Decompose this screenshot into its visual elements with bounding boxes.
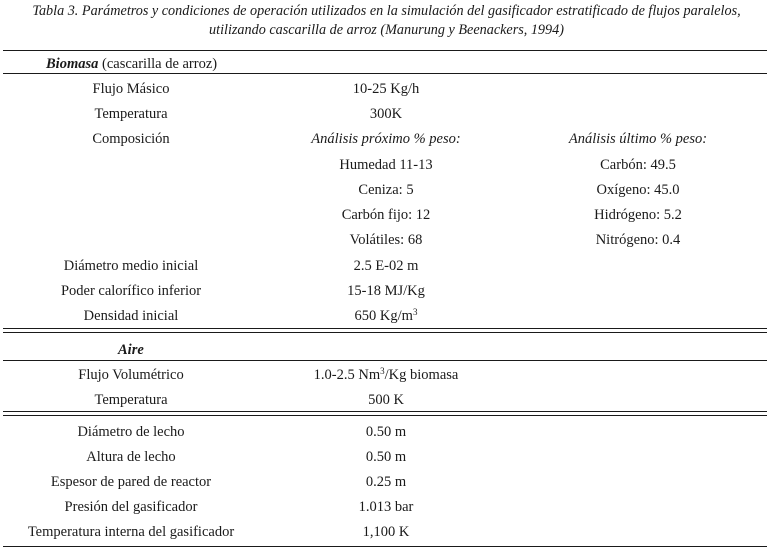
- aire-temperatura-value: 500 K: [368, 392, 404, 408]
- caption-line-2: utilizando cascarilla de arroz (Manurung y Beenackers, 1994): [209, 22, 564, 38]
- espesor-pared-value: 0.25 m: [365, 474, 407, 490]
- poder-label: Poder calorífico inferior: [60, 283, 202, 299]
- top-rule: [3, 50, 767, 51]
- espesor-pared-label: Espesor de pared de reactor: [50, 474, 212, 490]
- aire-flujo-value: 1.0-2.5 Nm$^3$/Kg biomasa: [313, 366, 459, 383]
- diametro-label: Diámetro medio inicial: [63, 258, 199, 274]
- ultimo-nitrogeno: Nitrógeno: 0.4: [595, 232, 681, 248]
- altura-lecho-label: Altura de lecho: [86, 449, 176, 465]
- proximo-ceniza: Ceniza: 5: [358, 182, 414, 198]
- biomasa-header: [46, 55, 217, 73]
- flujo-masico-label: Flujo Másico: [92, 81, 170, 97]
- biomasa-header-rule: [3, 73, 767, 74]
- proximo-humedad: Humedad 11-13: [339, 157, 433, 173]
- table-caption: [0, 2, 773, 40]
- flujo-masico-value: 10-25 Kg/h: [352, 81, 420, 97]
- aire-end-rule-2: [3, 415, 767, 416]
- biomasa-subtitle: (cascarilla de arroz): [102, 56, 218, 72]
- composicion-label: Composición: [92, 131, 170, 147]
- ultimo-carbon: Carbón: 49.5: [600, 157, 676, 173]
- temperatura-label: Temperatura: [94, 106, 168, 122]
- temperatura-value: 300K: [369, 106, 403, 122]
- caption-line-1: Tabla 3. Parámetros y condiciones de operación utilizados en la simulación del gasificador estratificado de flujos paralelos,: [32, 3, 741, 19]
- ultimo-oxigeno: Oxígeno: 45.0: [596, 182, 680, 198]
- diametro-lecho-value: 0.50 m: [365, 424, 407, 440]
- temperatura-interna-label: Temperatura interna del gasificador: [27, 524, 235, 540]
- altura-lecho-value: 0.50 m: [365, 449, 407, 465]
- ultimo-hidrogeno: Hidrógeno: 5.2: [594, 207, 682, 223]
- proximo-carbon-fijo: Carbón fijo: 12: [341, 207, 431, 223]
- biomasa-end-rule-1: [3, 328, 767, 329]
- aire-flujo-label: Flujo Volumétrico: [78, 367, 184, 383]
- aire-header-rule: [3, 360, 767, 361]
- presion-label: Presión del gasificador: [64, 499, 198, 515]
- presion-value: 1.013 bar: [358, 499, 414, 515]
- biomasa-title: Biomasa: [46, 56, 99, 72]
- analisis-proximo-header: Análisis próximo % peso:: [311, 131, 461, 147]
- poder-value: 15-18 MJ/Kg: [347, 283, 425, 299]
- aire-end-rule-1: [3, 411, 767, 412]
- densidad-label: Densidad inicial: [83, 308, 179, 324]
- densidad-value: 650 $Kg/m^3$: [354, 307, 418, 324]
- aire-temperatura-label: Temperatura: [94, 392, 168, 408]
- biomasa-end-rule-2: [3, 332, 767, 333]
- analisis-ultimo-header: Análisis último % peso:: [568, 131, 708, 147]
- bottom-rule: [3, 546, 767, 547]
- aire-title: Aire: [118, 342, 144, 358]
- temperatura-interna-value: 1,100 K: [362, 524, 410, 540]
- proximo-volatiles: Volátiles: 68: [349, 232, 423, 248]
- diametro-value: 2.5 E-02 m: [353, 258, 419, 274]
- diametro-lecho-label: Diámetro de lecho: [77, 424, 185, 440]
